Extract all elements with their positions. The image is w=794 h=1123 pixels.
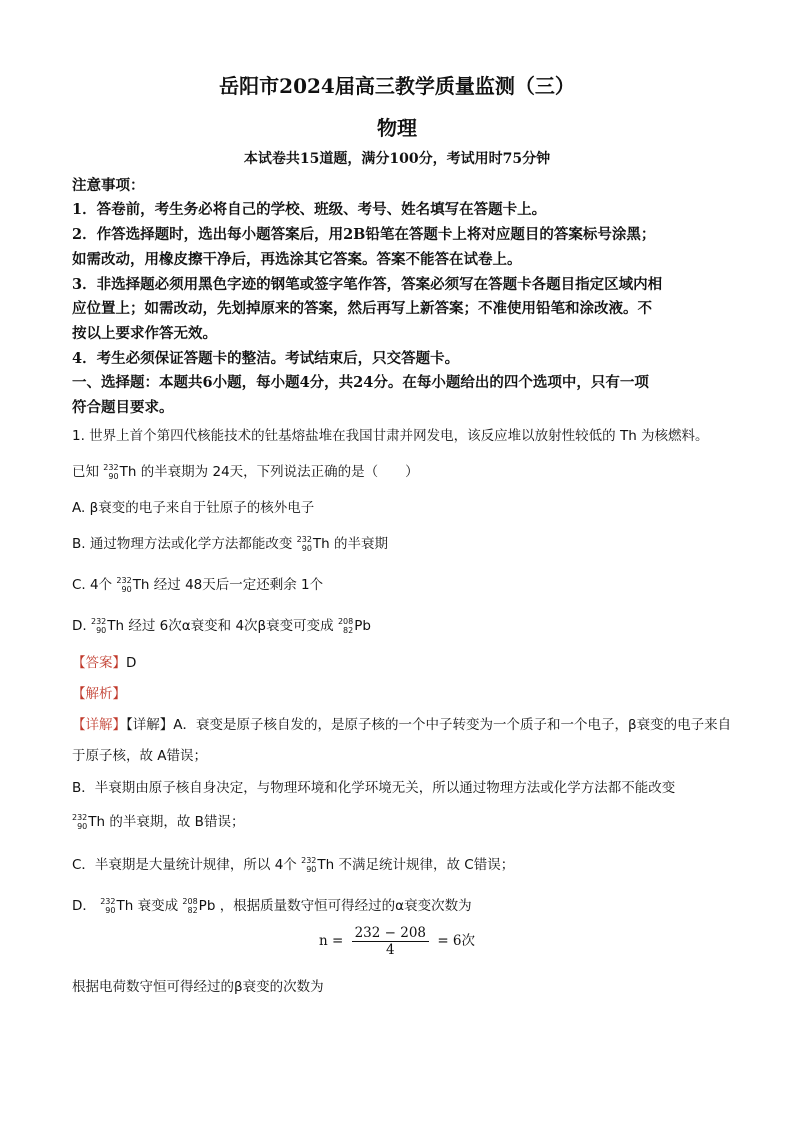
nuclide-pb208: 208 82 Pb (337, 617, 371, 635)
detail-line-6: D． 232 90 Th 衰变成 208 82 Pb ，根据质量数守恒可得经过的α衰变次数为 (72, 897, 472, 915)
formula-lhs: n = (318, 933, 344, 949)
q1-stem-line2 (72, 460, 419, 481)
formula-numerator: 232 − 208 (352, 925, 429, 942)
note-2a: 2．作答选择题时，选出每小题答案后，用2B铅笔在答题卡上将对应题目的答案标号涂黑； (72, 226, 656, 243)
nuclide-th232: 232 90 Th (301, 856, 335, 874)
nuclide-th232: 232 90 Th (116, 576, 150, 594)
answer-label: 【答案】 (72, 655, 126, 671)
answer-line (72, 651, 136, 671)
answer-value: D (126, 655, 137, 671)
detail-line-3: B．半衰期由原子核自身决定，与物理环境和化学环境无关，所以通过物理方法或化学方法都不能改变 (72, 780, 676, 796)
section-1-heading-cont: 符合题目要求。 (72, 399, 174, 416)
detail-line-5: C．半衰期是大量统计规律，所以 4个 232 90 Th 不满足统计规律，故 C错误； (72, 856, 515, 874)
nuclide-th232: 232 90 Th (296, 535, 330, 553)
alpha-count-formula (0, 925, 794, 958)
nuclide-th232: 232 90 Th (90, 617, 125, 635)
formula-denominator: 4 (386, 942, 395, 958)
notes-heading: 注意事项： (72, 177, 145, 194)
note-3a: 3．非选择题必须用黑色字迹的钢笔或签字笔作答，答案必须写在答题卡各题目指定区域内相 (72, 276, 663, 293)
detail-line-1: 【详解】【详解】A．衰变是原子核自发的，是原子核的一个中子转变为一个质子和一个电子，β衰变的电子来自 (72, 717, 732, 733)
detail-line-2: 于原子核，故 A错误； (72, 748, 208, 764)
analysis-label: 【解析】 (72, 686, 126, 702)
nuclide-th232: 232 90 Th (100, 897, 134, 915)
nuclide-th232: 232 90 Th (72, 813, 106, 831)
page-title: 岳阳市2024届高三教学质量监测（三） (219, 74, 575, 98)
q1-option-d: D. 232 90 Th 经过 6次α衰变和 4次β衰变可变成 208 82 Pb (72, 617, 371, 635)
detail-line-4: 232 90 Th 的半衰期，故 B错误； (72, 813, 245, 831)
q1-stem-prefix: 已知 (72, 464, 99, 480)
subject-title: 物理 (377, 116, 417, 140)
note-3b: 应位置上；如需改动，先划掉原来的答案，然后再写上新答案；不准使用铅笔和涂改液。不 (72, 300, 652, 317)
q1-stem-suffix: 的半衰期为 24天，下列说法正确的是（ ） (140, 464, 419, 480)
section-1-heading: 一、选择题：本题共6小题，每小题4分，共24分。在每小题给出的四个选项中，只有一项 (72, 374, 649, 391)
exam-meta: 本试卷共15道题，满分100分，考试用时75分钟 (243, 151, 551, 167)
note-3c: 按以上要求作答无效。 (72, 325, 217, 342)
nuclide-th232: 232 90 Th (103, 463, 137, 481)
note-4: 4．考生必须保证答题卡的整洁。考试结束后，只交答题卡。 (72, 350, 460, 367)
q1-option-b: B. 通过物理方法或化学方法都能改变 232 90 Th 的半衰期 (72, 535, 389, 553)
note-1: 1．答卷前，考生务必将自己的学校、班级、考号、姓名填写在答题卡上。 (72, 201, 547, 218)
detail-text-1: 【详解】A．衰变是原子核自发的，是原子核的一个中子转变为一个质子和一个电子，β衰变的电子来自 (126, 717, 732, 733)
q1-option-c: C. 4个 232 90 Th 经过 48天后一定还剩余 1个 (72, 576, 324, 594)
nuclide-pb208: 208 82 Pb (182, 897, 216, 915)
q1-option-a: A. β衰变的电子来自于钍原子的核外电子 (72, 500, 315, 516)
note-2b: 如需改动，用橡皮擦干净后，再选涂其它答案。答案不能答在试卷上。 (72, 251, 522, 268)
formula-fraction (352, 925, 429, 958)
formula-rhs: = 6次 (437, 933, 476, 949)
q1-stem-line1: 1. 世界上首个第四代核能技术的钍基熔盐堆在我国甘肃并网发电，该反应堆以放射性较低的 Th 为核燃料。 (72, 428, 709, 444)
detail-line-7: 根据电荷数守恒可得经过的β衰变的次数为 (72, 979, 324, 995)
